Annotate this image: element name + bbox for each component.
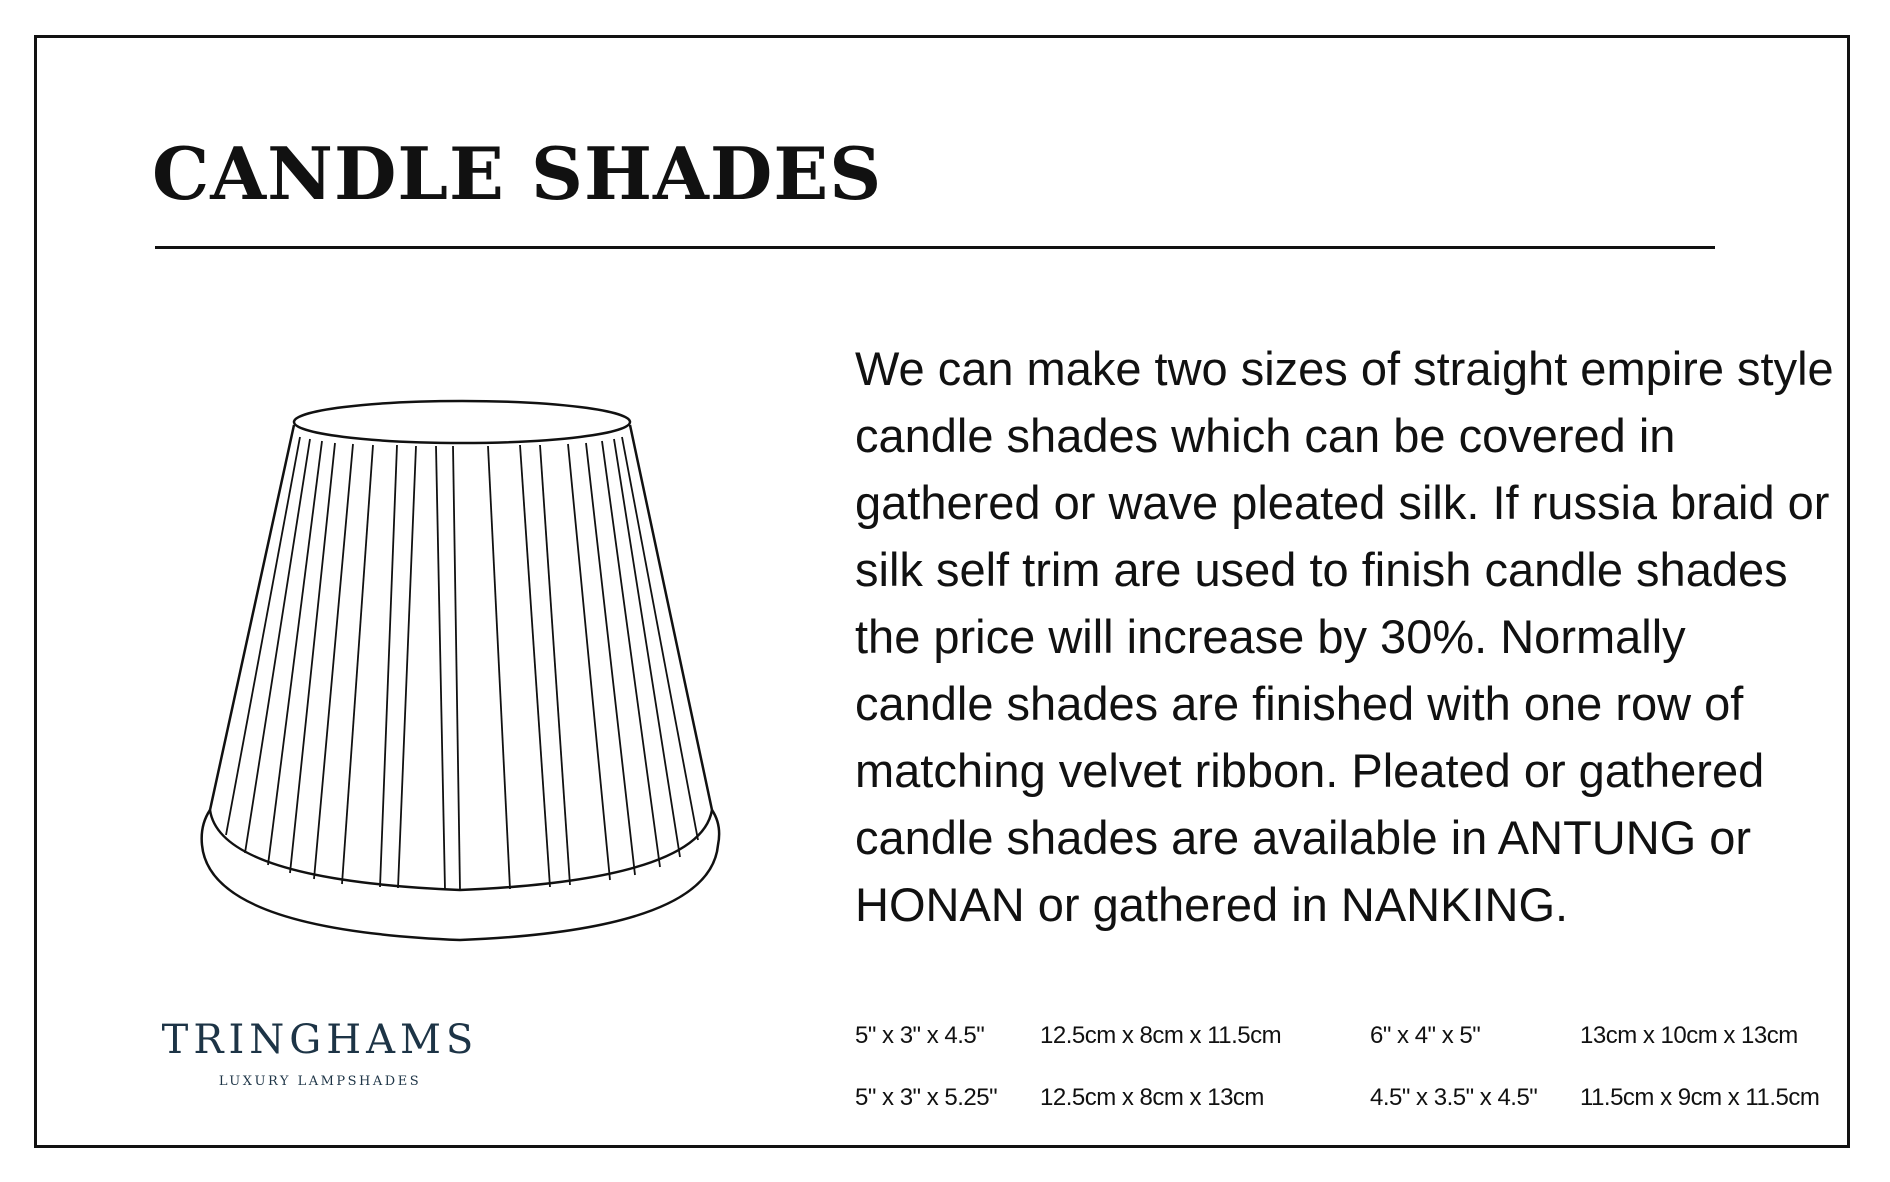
logo-tagline: LUXURY LAMPSHADES — [218, 1074, 422, 1089]
pleated-candle-shade-icon — [190, 395, 750, 955]
page-title: CANDLE SHADES — [152, 131, 883, 216]
pleat-lines — [226, 437, 698, 890]
logo-name: TRINGHAMS — [161, 1017, 479, 1063]
size-metric: 12.5cm x 8cm x 13cm — [1040, 1084, 1264, 1111]
brand-logo — [150, 1017, 490, 1089]
size-row — [855, 1022, 1835, 1084]
description-paragraph: We can make two sizes of straight empire style candle shades which can be covered in gathered or wave pleated silk. If russia braid or silk self trim are used to finish candle shades the price will increase by 30%. Normally candle shades are finished with one row of matching velvet ribbon. Pleated or gathered candle shades are available in ANTUNG or HONAN or gathered in NANKING. — [855, 342, 1834, 931]
size-metric: 13cm x 10cm x 13cm — [1580, 1022, 1798, 1049]
size-imperial: 5" x 3" x 4.5" — [855, 1022, 985, 1049]
size-imperial: 4.5" x 3.5" x 4.5" — [1370, 1084, 1538, 1111]
size-imperial: 5" x 3" x 5.25" — [855, 1084, 998, 1111]
size-table — [855, 1022, 1835, 1146]
size-imperial: 6" x 4" x 5" — [1370, 1022, 1481, 1049]
size-metric: 11.5cm x 9cm x 11.5cm — [1580, 1084, 1820, 1111]
title-divider — [155, 246, 1715, 249]
size-row — [855, 1084, 1835, 1146]
size-metric: 12.5cm x 8cm x 11.5cm — [1040, 1022, 1282, 1049]
